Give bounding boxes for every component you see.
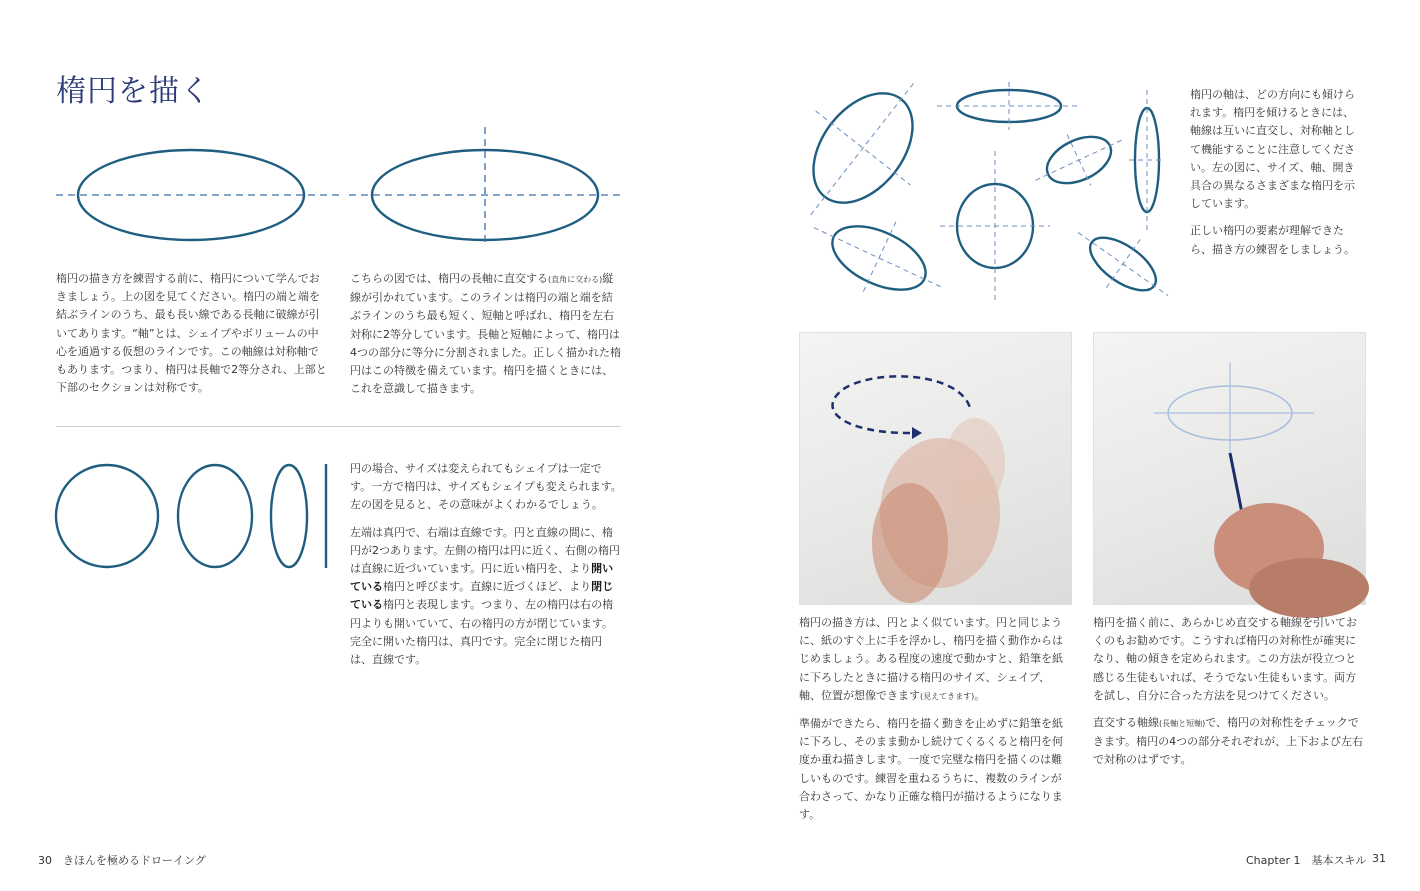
folio-chapter: Chapter 1 基本スキル [1246, 854, 1367, 867]
tilted-ellipses-figure [795, 68, 1175, 308]
folio-page-number: 31 [1372, 852, 1386, 865]
folio-left: 30 きほんを極めるドローイング [38, 854, 206, 867]
practice-intro-paragraph: 正しい楕円の要素が理解できたら、描き方の練習をしましょう。 [1190, 224, 1355, 256]
axis-advice-caption: 楕円を描く前に、あらかじめ直交する軸線を引いておくのもお勧めです。こうすれば楕円の対称性が確実になり、軸の傾きを定められます。この方法が役立つと感じる生徒もいれば、そうでない生徒もいます。両方を試し、自分に合った方法を見つけてください。 [1093, 616, 1357, 702]
ellipse-major-axis-figure [50, 150, 340, 250]
page-title: 楕円を描く [56, 74, 211, 109]
motion-caption: 楕円の描き方は、円とよく似ています。円と同じように、紙のすぐ上に手を浮かし、楕円を描く動作からはじめましょう。ある程度の速度で動かすと、鉛筆を紙に下ろしたときに描ける楕円のサイズ、シェイプ、軸、位置が想像できます(見えてきます)。 [799, 616, 1063, 702]
motion-path-illustration [800, 333, 1071, 604]
drawing-caption: 準備ができたら、楕円を描く動きを止めずに鉛筆を紙に下ろし、そのまま動かし続けてくるくると楕円を何度か重ね描きします。一度で完璧な楕円を描くのは難しいものです。練習を重ねるうちに、複数のラインが合わさって、かなり正確な楕円が描けるようになります。 [799, 717, 1063, 822]
section-divider [56, 426, 621, 427]
ellipse-both-axes-figure [345, 125, 625, 250]
minor-axis-paragraph: こちらの図では、楕円の長軸に直交する(直角に交わる)縦線が引かれています。このラインは楕円の端と端を結ぶラインのうち最も短く、短軸と呼ばれ、楕円を左右対称に2等分しています。長軸と短軸によって、楕円は4つの部分に等分に分割されました。正しく描かれた楕円はこの特徴を備えています。楕円を描くときには、これを意識して描きます。 [350, 272, 621, 396]
intro-paragraph: 楕円の描き方を練習する前に、楕円について学んでおきましょう。上の図を見てください。楕円の端と端を結ぶラインのうち、最も長い線である長軸に破線が引いてあります。“軸”とは、シェイプやボリュームの中心を通過する仮想のラインです。この軸線は対称軸でもあります。つまり、楕円は長軸で2等分され、上部と下部のセクションは対称です。 [56, 272, 327, 395]
circle-paragraph: 円の場合、サイズは変えられてもシェイプは一定です。一方で楕円は、サイズもシェイプも変えられます。左の図を見ると、その意味がよくわかるでしょう。 [350, 462, 622, 512]
symmetry-caption: 直交する軸線(長軸と短軸)で、楕円の対称性をチェックできます。楕円の4つの部分それぞれが、上下および左右で対称のはずです。 [1093, 716, 1364, 767]
axis-tilt-paragraph: 楕円の軸は、どの方向にも傾けられます。楕円を傾けるときには、軸線は互いに直交し、対称軸として機能することに注意してください。左の図に、サイズ、軸、開き具合の異なるさまざまな楕円を示しています。 [1190, 88, 1355, 211]
hand-motion-photo [799, 332, 1072, 605]
openness-progression-figure [54, 462, 334, 572]
axis-sketch-illustration [1094, 333, 1365, 604]
openness-paragraph: 左端は真円で、右端は直線です。円と直線の間に、楕円が2つあります。左側の楕円は円に近く、右側の楕円は直線に近づいています。円に近い楕円を、より開いている楕円と呼びます。直線に近づくほど、より閉じている楕円と表現します。つまり、左の楕円は右の楕円よりも開いていて、右の楕円の方が閉じています。完全に開いた楕円は、真円です。完全に閉じた楕円は、直線です。 [350, 525, 620, 667]
axis-sketch-photo [1093, 332, 1366, 605]
